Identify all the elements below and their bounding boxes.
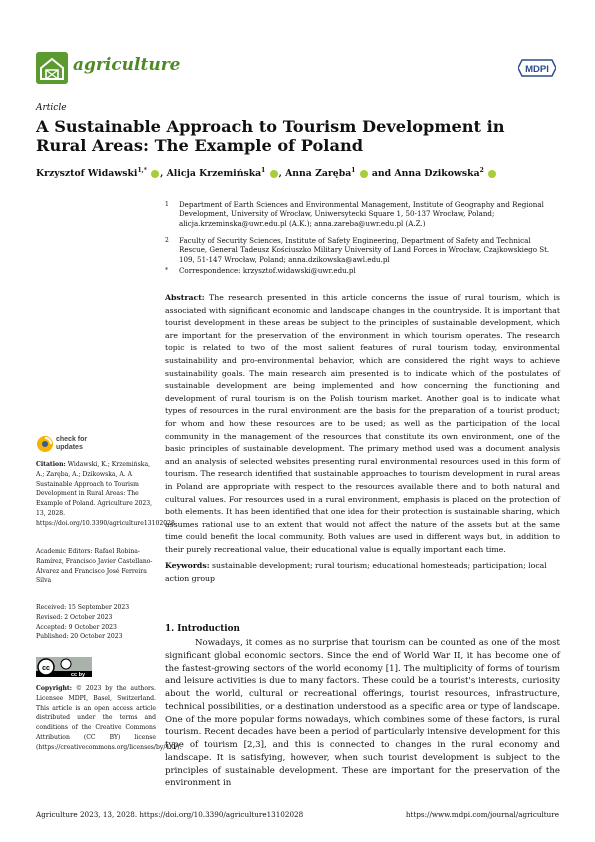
article-type: Article — [36, 103, 67, 113]
affiliation — [165, 236, 560, 264]
author-name[interactable]: Anna Dzikowska — [394, 168, 480, 180]
copyright-block — [36, 684, 182, 753]
accepted-date: Accepted: 9 October 2023 — [36, 623, 117, 631]
journal-name[interactable]: agriculture — [73, 55, 181, 75]
dates-block — [36, 603, 156, 642]
keywords-text: sustainable development; rural tourism; educational homesteads; participation; local action group — [165, 561, 547, 583]
author-name[interactable]: Anna Zaręba — [285, 168, 352, 180]
abstract-label: Abstract: — [165, 293, 205, 302]
editors-block — [36, 547, 156, 586]
orcid-icon[interactable] — [151, 170, 159, 178]
editors-text: Rafael Robina-Ramírez, Francisco Javier Castellano-Álvarez and Francisco José Ferreira Silva — [36, 548, 153, 585]
editors-label: Academic Editors: — [36, 548, 93, 555]
affiliation — [165, 200, 560, 228]
author-separator: , — [278, 168, 286, 180]
author-list — [36, 167, 556, 179]
published-date: Published: 20 October 2023 — [36, 633, 123, 641]
author-separator: , — [160, 168, 167, 180]
copyright-label: Copyright: — [36, 685, 72, 692]
cc-by-icon — [36, 657, 92, 677]
intro-paragraph: Nowadays, it comes as no surprise that tourism can be counted as one of the most significant global economic sectors. Since the end of World War II, it has become one of the fastest-growing sectors of the world economy [1]. The multiplicity of forms of tourism and leisure activities is due to many factors. These could be a tourist's interests, curiosity about the world, cultural or recreational offerings, tourist resources, infrastructure, technical possibilities, or a destination understood as a specific area or type of landscape. One of the more popular forms nowadays, which combines some of these factors, is rural tourism. Recent decades have been a period of particularly intensive development for this type of tourism [2,3], and this is connected to changes in the rural economy and landscape. It is satisfying, however, when such tourist development is subject to the principles of sustainable development. These are important for the preservation of the environment in — [165, 638, 560, 789]
citation-text[interactable]: Widawski, K.; Krzemińska, A.; Zaręba, A.; Dzikowska, A. A Sustainable Approach to Tourism Development in Rural Areas: The Example of Poland. Agriculture 2023, 13, 2028. https://doi.org/10.3390/agriculture13102028 — [36, 461, 175, 527]
mdpi-logo[interactable] — [518, 58, 556, 78]
author-affil-sup: 1 — [261, 167, 266, 174]
check-for-updates-button[interactable] — [36, 432, 96, 456]
author-affil-sup: 1 — [351, 167, 356, 174]
author-conjunction: and — [368, 168, 395, 180]
author-affil-sup: 2 — [479, 167, 484, 174]
citation-label: Citation: — [36, 461, 66, 468]
affiliation-number: 2 — [165, 237, 169, 244]
check-updates-label: check for updates — [56, 436, 88, 451]
affiliation-text: Department of Earth Sciences and Environmental Management, Institute of Geography and Regional Development, University of Wrocław, Uniwersytecki Square 1, 50-137 Wrocław, Poland; alicja.krzeminska@uwr.edu.pl (A.K.); anna.zareba@uwr.edu.pl (A.Z.) — [179, 200, 544, 228]
barn-icon — [36, 52, 68, 84]
abstract — [165, 292, 560, 556]
keywords — [165, 560, 560, 585]
citation-block — [36, 460, 175, 529]
affiliation-number: 1 — [165, 201, 169, 208]
author-affil-sup: 1,* — [137, 167, 147, 174]
cc-badge-text: cc by — [70, 672, 86, 677]
correspondence-text[interactable]: Correspondence: krzysztof.widawski@uwr.edu.pl — [179, 266, 356, 275]
keywords-label: Keywords: — [165, 561, 210, 570]
copyright-text: © 2023 by the authors. Licensee MDPI, Basel, Switzerland. This article is an open access article distributed under the terms and conditions of the Creative Commons Attribution (CC BY) license (https://creativecommons.org/licenses/by/4.0/). — [36, 685, 182, 751]
svg-text:cc: cc — [42, 665, 50, 672]
article-title: A Sustainable Approach to Tourism Development in Rural Areas: The Example of Poland — [36, 117, 505, 155]
author-name[interactable]: Krzysztof Widawski — [36, 168, 138, 180]
mdpi-text: MDPI — [525, 64, 549, 75]
affiliation-text: Faculty of Security Sciences, Institute of Safety Engineering, Department of Safety and Technical Rescue, General Tadeusz Kościuszko Military University of Land Forces in Wrocław, Czajkowskiego St. 109, 51-147 Wrocław, Poland; anna.dzikowska@awl.edu.pl — [179, 236, 550, 264]
orcid-icon[interactable] — [270, 170, 278, 178]
journal-logo — [36, 52, 68, 84]
received-date: Received: 15 September 2023 — [36, 604, 130, 611]
cc-by-badge[interactable] — [36, 657, 92, 677]
affiliation-number: * — [165, 267, 168, 274]
orcid-icon[interactable] — [488, 170, 496, 178]
revised-date: Revised: 2 October 2023 — [36, 613, 113, 621]
abstract-text: The research presented in this article concerns the issue of rural tourism, which is associated with significant economic and landscape changes in the countryside. It is important that tourist development in these areas be subject to the principles of sustainable development, which are important for the preservation of the environment in which tourism operates. The research topic is related to two of the most salient features of rural tourism today, environmental sustainability and pro-environmental behavior, which are considered the right ways to achieve sustainability goals. The main research aim presented is to indicate which of the postulates of sustainable development are being implemented and how concerning the functioning and development of rural tourism is on the Polish tourism market. Another goal is to indicate what types of resources in the rural environment are the basis for the preparation of a tourist product; for whom and how these resources are to be used; as well as the participation of the local community in the management of the resources that constitute its own environment, one of the basic principles of sustainable development. The primary method used was a document analysis and an analysis of selected websites presenting rural environmental resources used in this form of tourism. The research identified that sustainable approaches to tourism development in rural areas in Poland are appropriate with respect to the resources available there and to both natural and cultural values. For resources used in a rural environment, emphasis is placed on the protection of both elements. It has been identified that one idea for their protection is sustainable sharing, which assumes rational use to an extent that would not affect the nature of the assets but at the same time could benefit the local community. Both values are used in different ways but, in addition to their purely recreational value, their educational value is equally important each time. — [165, 293, 560, 554]
orcid-icon[interactable] — [360, 170, 368, 178]
footer-journal-url[interactable]: https://www.mdpi.com/journal/agriculture — [405, 810, 559, 819]
check-updates-icon — [36, 435, 54, 453]
section-heading: 1. Introduction — [165, 624, 240, 634]
correspondence — [165, 266, 560, 275]
mdpi-logo-icon — [518, 58, 556, 78]
author-name[interactable]: Alicja Krzemińska — [166, 168, 262, 180]
footer-citation[interactable]: Agriculture 2023, 13, 2028. https://doi.org/10.3390/agriculture13102028 — [36, 810, 304, 819]
